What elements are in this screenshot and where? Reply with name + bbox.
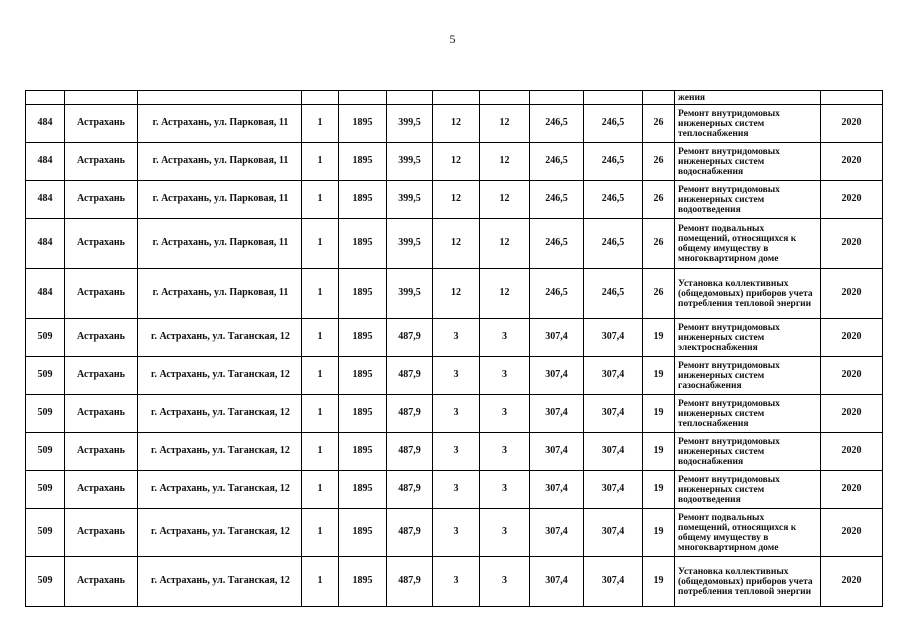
cell-house-id: 484 — [26, 181, 65, 219]
cell-area: 487,9 — [387, 433, 433, 471]
table-row — [26, 357, 883, 395]
cell-plan-year: 2020 — [821, 433, 883, 471]
cell-address: г. Астрахань, ул. Таганская, 12 — [138, 557, 302, 607]
cell-area: 487,9 — [387, 395, 433, 433]
cell-value-a: 12 — [433, 219, 480, 269]
cell-value-c: 246,5 — [530, 181, 584, 219]
cell-plan-year: 2020 — [821, 509, 883, 557]
cell-value-a: 12 — [433, 181, 480, 219]
cell-empty — [433, 91, 480, 105]
cell-value-e: 26 — [643, 219, 675, 269]
cell-address: г. Астрахань, ул. Таганская, 12 — [138, 471, 302, 509]
cell-value-d: 246,5 — [584, 181, 643, 219]
cell-city: Астрахань — [65, 105, 138, 143]
cell-value-a: 3 — [433, 319, 480, 357]
cell-value-d: 307,4 — [584, 357, 643, 395]
cell-value-b: 3 — [480, 471, 530, 509]
cell-value-d: 307,4 — [584, 395, 643, 433]
cell-work-type: Ремонт внутридомовых инженерных систем водоснабжения — [675, 143, 821, 181]
cell-empty — [65, 91, 138, 105]
cell-plan-year: 2020 — [821, 395, 883, 433]
cell-area: 399,5 — [387, 143, 433, 181]
cell-address: г. Астрахань, ул. Парковая, 11 — [138, 143, 302, 181]
cell-count: 1 — [302, 395, 339, 433]
cell-count: 1 — [302, 509, 339, 557]
table-row — [26, 319, 883, 357]
cell-empty — [643, 91, 675, 105]
cell-value-e: 19 — [643, 433, 675, 471]
cell-work-type: Ремонт внутридомовых инженерных систем теплоснабжения — [675, 105, 821, 143]
cell-address: г. Астрахань, ул. Таганская, 12 — [138, 395, 302, 433]
cell-house-id: 509 — [26, 357, 65, 395]
cell-plan-year: 2020 — [821, 219, 883, 269]
cell-value-b: 12 — [480, 181, 530, 219]
cell-value-e: 26 — [643, 269, 675, 319]
cell-area: 487,9 — [387, 319, 433, 357]
cell-value-a: 3 — [433, 357, 480, 395]
cell-area: 399,5 — [387, 269, 433, 319]
cell-empty — [26, 91, 65, 105]
cell-year: 1895 — [339, 181, 387, 219]
cell-value-a: 12 — [433, 143, 480, 181]
cell-work-type: Ремонт внутридомовых инженерных систем газоснабжения — [675, 357, 821, 395]
cell-count: 1 — [302, 181, 339, 219]
cell-plan-year: 2020 — [821, 269, 883, 319]
cell-empty — [530, 91, 584, 105]
cell-plan-year: 2020 — [821, 181, 883, 219]
cell-year: 1895 — [339, 319, 387, 357]
cell-value-b: 12 — [480, 269, 530, 319]
cell-city: Астрахань — [65, 319, 138, 357]
cell-house-id: 484 — [26, 269, 65, 319]
cell-work-type: Ремонт внутридомовых инженерных систем водоотведения — [675, 181, 821, 219]
cell-city: Астрахань — [65, 219, 138, 269]
cell-value-c: 246,5 — [530, 269, 584, 319]
cell-area: 487,9 — [387, 471, 433, 509]
cell-value-b: 12 — [480, 143, 530, 181]
cell-plan-year: 2020 — [821, 143, 883, 181]
cell-address: г. Астрахань, ул. Таганская, 12 — [138, 357, 302, 395]
cell-city: Астрахань — [65, 269, 138, 319]
cell-value-b: 3 — [480, 433, 530, 471]
cell-value-a: 12 — [433, 269, 480, 319]
cell-empty — [584, 91, 643, 105]
cell-value-e: 19 — [643, 471, 675, 509]
cell-city: Астрахань — [65, 181, 138, 219]
cell-address: г. Астрахань, ул. Парковая, 11 — [138, 105, 302, 143]
table-row — [26, 269, 883, 319]
cell-city: Астрахань — [65, 557, 138, 607]
cell-area: 487,9 — [387, 557, 433, 607]
cell-area: 487,9 — [387, 357, 433, 395]
cell-count: 1 — [302, 471, 339, 509]
table-row — [26, 181, 883, 219]
cell-value-c: 307,4 — [530, 433, 584, 471]
cell-house-id: 509 — [26, 433, 65, 471]
cell-work-type: Ремонт внутридомовых инженерных систем водоснабжения — [675, 433, 821, 471]
table-row — [26, 557, 883, 607]
cell-value-e: 19 — [643, 509, 675, 557]
cell-city: Астрахань — [65, 395, 138, 433]
cell-empty — [302, 91, 339, 105]
cell-count: 1 — [302, 557, 339, 607]
cell-value-c: 307,4 — [530, 557, 584, 607]
table-row — [26, 509, 883, 557]
cell-value-d: 246,5 — [584, 105, 643, 143]
cell-value-c: 246,5 — [530, 219, 584, 269]
cell-house-id: 509 — [26, 319, 65, 357]
table-row — [26, 433, 883, 471]
cell-value-c: 307,4 — [530, 395, 584, 433]
cell-value-c: 307,4 — [530, 509, 584, 557]
cell-value-e: 26 — [643, 181, 675, 219]
cell-empty — [339, 91, 387, 105]
cell-area: 487,9 — [387, 509, 433, 557]
cell-city: Астрахань — [65, 357, 138, 395]
table-row — [26, 143, 883, 181]
cell-value-a: 3 — [433, 433, 480, 471]
cell-work-continuation: жения — [675, 91, 821, 105]
table-row — [26, 219, 883, 269]
cell-year: 1895 — [339, 395, 387, 433]
cell-value-c: 246,5 — [530, 105, 584, 143]
table-body — [26, 91, 883, 607]
table-row — [26, 105, 883, 143]
cell-value-a: 12 — [433, 105, 480, 143]
cell-value-d: 307,4 — [584, 509, 643, 557]
cell-address: г. Астрахань, ул. Парковая, 11 — [138, 181, 302, 219]
cell-house-id: 509 — [26, 557, 65, 607]
cell-area: 399,5 — [387, 105, 433, 143]
cell-value-d: 307,4 — [584, 433, 643, 471]
cell-value-c: 307,4 — [530, 357, 584, 395]
cell-work-type: Установка коллективных (общедомовых) приборов учета потребления тепловой энергии — [675, 557, 821, 607]
capital-repair-table — [25, 90, 883, 607]
cell-value-e: 19 — [643, 319, 675, 357]
cell-plan-year: 2020 — [821, 105, 883, 143]
cell-value-b: 3 — [480, 509, 530, 557]
cell-area: 399,5 — [387, 181, 433, 219]
cell-plan-year: 2020 — [821, 471, 883, 509]
table-row — [26, 395, 883, 433]
cell-value-b: 3 — [480, 319, 530, 357]
cell-work-type: Ремонт подвальных помещений, относящихся к общему имуществу в многоквартирном доме — [675, 219, 821, 269]
cell-city: Астрахань — [65, 509, 138, 557]
cell-city: Астрахань — [65, 143, 138, 181]
cell-value-e: 26 — [643, 105, 675, 143]
cell-year: 1895 — [339, 433, 387, 471]
cell-count: 1 — [302, 269, 339, 319]
cell-count: 1 — [302, 433, 339, 471]
cell-year: 1895 — [339, 509, 387, 557]
cell-value-a: 3 — [433, 509, 480, 557]
cell-year: 1895 — [339, 143, 387, 181]
cell-count: 1 — [302, 143, 339, 181]
cell-value-b: 12 — [480, 219, 530, 269]
cell-house-id: 509 — [26, 471, 65, 509]
cell-value-d: 307,4 — [584, 557, 643, 607]
cell-house-id: 484 — [26, 219, 65, 269]
cell-value-e: 19 — [643, 557, 675, 607]
cell-work-type: Ремонт внутридомовых инженерных систем водоотведения — [675, 471, 821, 509]
cell-house-id: 509 — [26, 509, 65, 557]
table-row-continuation — [26, 91, 883, 105]
cell-work-type: Ремонт подвальных помещений, относящихся к общему имуществу в многоквартирном доме — [675, 509, 821, 557]
cell-value-b: 12 — [480, 105, 530, 143]
cell-plan-year: 2020 — [821, 319, 883, 357]
cell-count: 1 — [302, 319, 339, 357]
cell-value-c: 246,5 — [530, 143, 584, 181]
cell-work-type: Установка коллективных (общедомовых) приборов учета потребления тепловой энергии — [675, 269, 821, 319]
cell-city: Астрахань — [65, 433, 138, 471]
cell-work-type: Ремонт внутридомовых инженерных систем электроснабжения — [675, 319, 821, 357]
cell-value-e: 19 — [643, 395, 675, 433]
cell-year: 1895 — [339, 471, 387, 509]
cell-value-b: 3 — [480, 557, 530, 607]
cell-value-d: 246,5 — [584, 143, 643, 181]
cell-empty — [480, 91, 530, 105]
cell-house-id: 484 — [26, 105, 65, 143]
cell-plan-year: 2020 — [821, 557, 883, 607]
page-number: 5 — [449, 32, 456, 46]
cell-value-b: 3 — [480, 395, 530, 433]
cell-work-type: Ремонт внутридомовых инженерных систем теплоснабжения — [675, 395, 821, 433]
cell-count: 1 — [302, 105, 339, 143]
cell-value-d: 246,5 — [584, 219, 643, 269]
cell-value-b: 3 — [480, 357, 530, 395]
cell-value-e: 19 — [643, 357, 675, 395]
cell-value-e: 26 — [643, 143, 675, 181]
cell-count: 1 — [302, 357, 339, 395]
cell-year: 1895 — [339, 357, 387, 395]
cell-year: 1895 — [339, 105, 387, 143]
cell-address: г. Астрахань, ул. Таганская, 12 — [138, 319, 302, 357]
table-row — [26, 471, 883, 509]
cell-area: 399,5 — [387, 219, 433, 269]
cell-empty — [821, 91, 883, 105]
cell-value-a: 3 — [433, 557, 480, 607]
cell-address: г. Астрахань, ул. Парковая, 11 — [138, 219, 302, 269]
cell-address: г. Астрахань, ул. Таганская, 12 — [138, 509, 302, 557]
cell-plan-year: 2020 — [821, 357, 883, 395]
cell-value-d: 307,4 — [584, 319, 643, 357]
cell-empty — [138, 91, 302, 105]
cell-value-d: 307,4 — [584, 471, 643, 509]
cell-value-d: 246,5 — [584, 269, 643, 319]
cell-house-id: 509 — [26, 395, 65, 433]
cell-value-c: 307,4 — [530, 319, 584, 357]
cell-city: Астрахань — [65, 471, 138, 509]
cell-year: 1895 — [339, 269, 387, 319]
cell-year: 1895 — [339, 557, 387, 607]
cell-value-c: 307,4 — [530, 471, 584, 509]
cell-year: 1895 — [339, 219, 387, 269]
cell-count: 1 — [302, 219, 339, 269]
cell-value-a: 3 — [433, 395, 480, 433]
cell-address: г. Астрахань, ул. Парковая, 11 — [138, 269, 302, 319]
cell-value-a: 3 — [433, 471, 480, 509]
cell-address: г. Астрахань, ул. Таганская, 12 — [138, 433, 302, 471]
cell-house-id: 484 — [26, 143, 65, 181]
cell-empty — [387, 91, 433, 105]
